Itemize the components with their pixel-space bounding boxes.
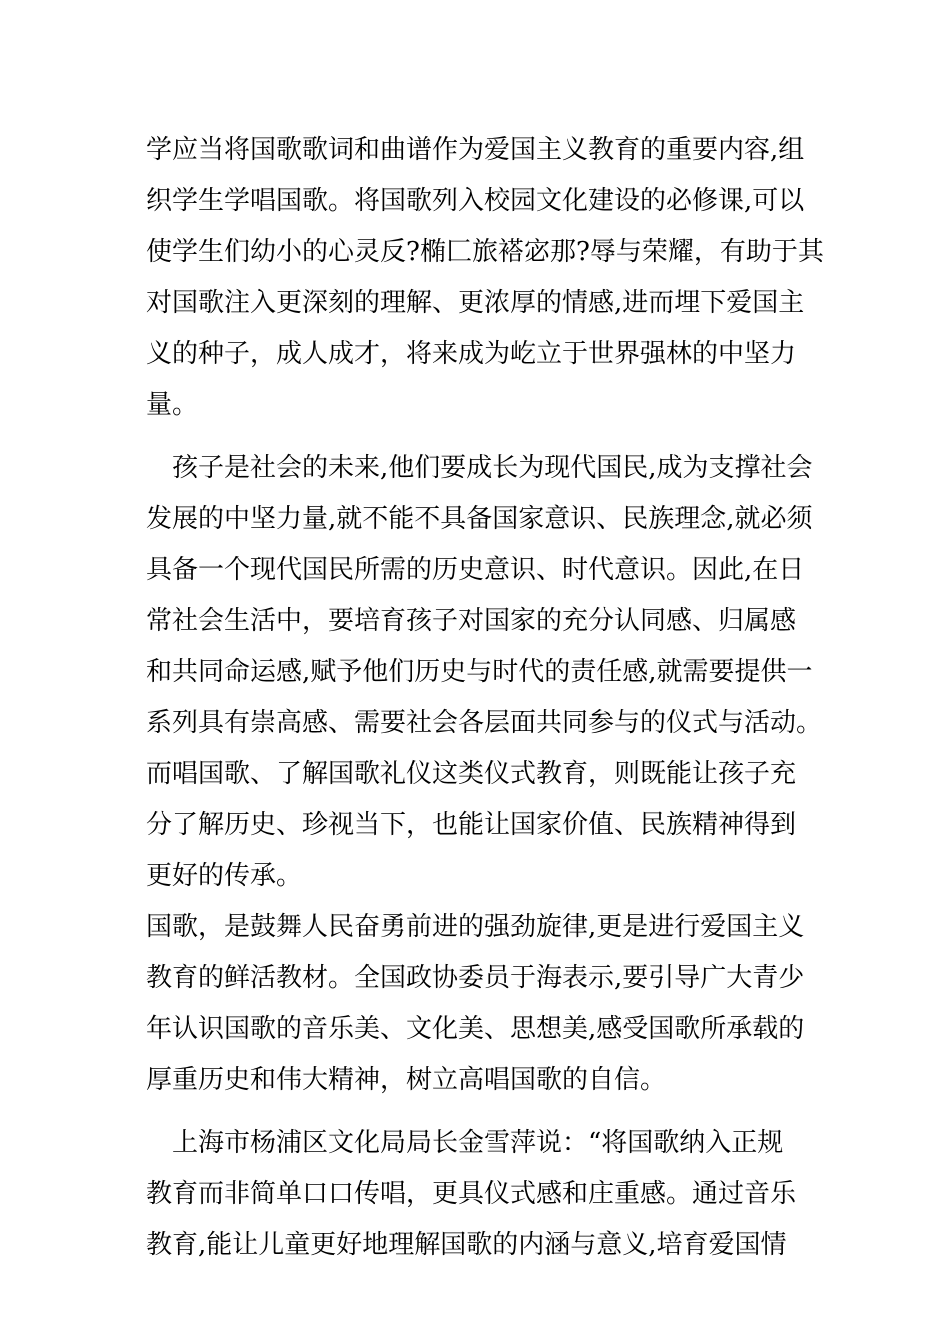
text-line: 和共同命运感,赋予他们历史与时代的责任感,就需要提供一 (146, 657, 813, 687)
text-line: 发展的中坚力量,就不能不具备国家意识、民族理念,就必须 (146, 504, 813, 534)
text-line: 上海市杨浦区文化局局长金雪萍说：“将国歌纳入正规 (146, 1128, 784, 1158)
text-line: 义的种子，成人成才，将来成为屹立于世界强林的中坚力 (146, 339, 797, 369)
paragraph-spacer (146, 1106, 826, 1118)
text-line: 量。 (146, 390, 199, 420)
text-line: 学应当将国歌歌词和曲谱作为爱国主义教育的重要内容,组 (146, 135, 805, 165)
paragraph-4 (146, 1118, 826, 1271)
document-body (146, 125, 826, 1271)
text-line: 而唱国歌、了解国歌礼仪这类仪式教育，则既能让孩子充 (146, 759, 797, 789)
paragraph-1 (146, 125, 826, 431)
paragraph-3 (146, 902, 826, 1106)
text-line: 厚重历史和伟大精神，树立高唱国歌的自信。 (146, 1065, 667, 1095)
text-line: 对国歌注入更深刻的理解、更浓厚的情感,进而埋下爱国主 (146, 288, 805, 318)
text-line: 织学生学唱国歌。将国歌列入校园文化建设的必修课,可以 (146, 186, 805, 216)
paragraph-2 (146, 443, 826, 902)
text-line: 教育的鲜活教材。全国政协委员于海表示,要引导广大青少 (146, 963, 805, 993)
text-line: 孩子是社会的未来,他们要成长为现代国民,成为支撑社会 (146, 453, 813, 483)
paragraph-spacer (146, 431, 826, 443)
text-line: 教育而非简单口口传唱，更具仪式感和庄重感。通过音乐 (146, 1179, 797, 1209)
text-line: 教育,能让儿童更好地理解国歌的内涵与意义,培育爱国情 (146, 1230, 787, 1260)
text-line: 使学生们幼小的心灵反?椭匚旅褡宓那?辱与荣耀，有助于其 (146, 237, 824, 267)
text-line: 常社会生活中，要培育孩子对国家的充分认同感、归属感 (146, 606, 797, 636)
text-line: 具备一个现代国民所需的历史意识、时代意识。因此,在日 (146, 555, 805, 585)
text-line: 系列具有崇高感、需要社会各层面共同参与的仪式与活动。 (146, 708, 823, 738)
text-line: 分了解历史、珍视当下，也能让国家价值、民族精神得到 (146, 810, 797, 840)
text-line: 更好的传承。 (146, 861, 303, 891)
text-line: 年认识国歌的音乐美、文化美、思想美,感受国歌所承载的 (146, 1014, 805, 1044)
text-line: 国歌，是鼓舞人民奋勇前进的强劲旋律,更是进行爱国主义 (146, 912, 805, 942)
